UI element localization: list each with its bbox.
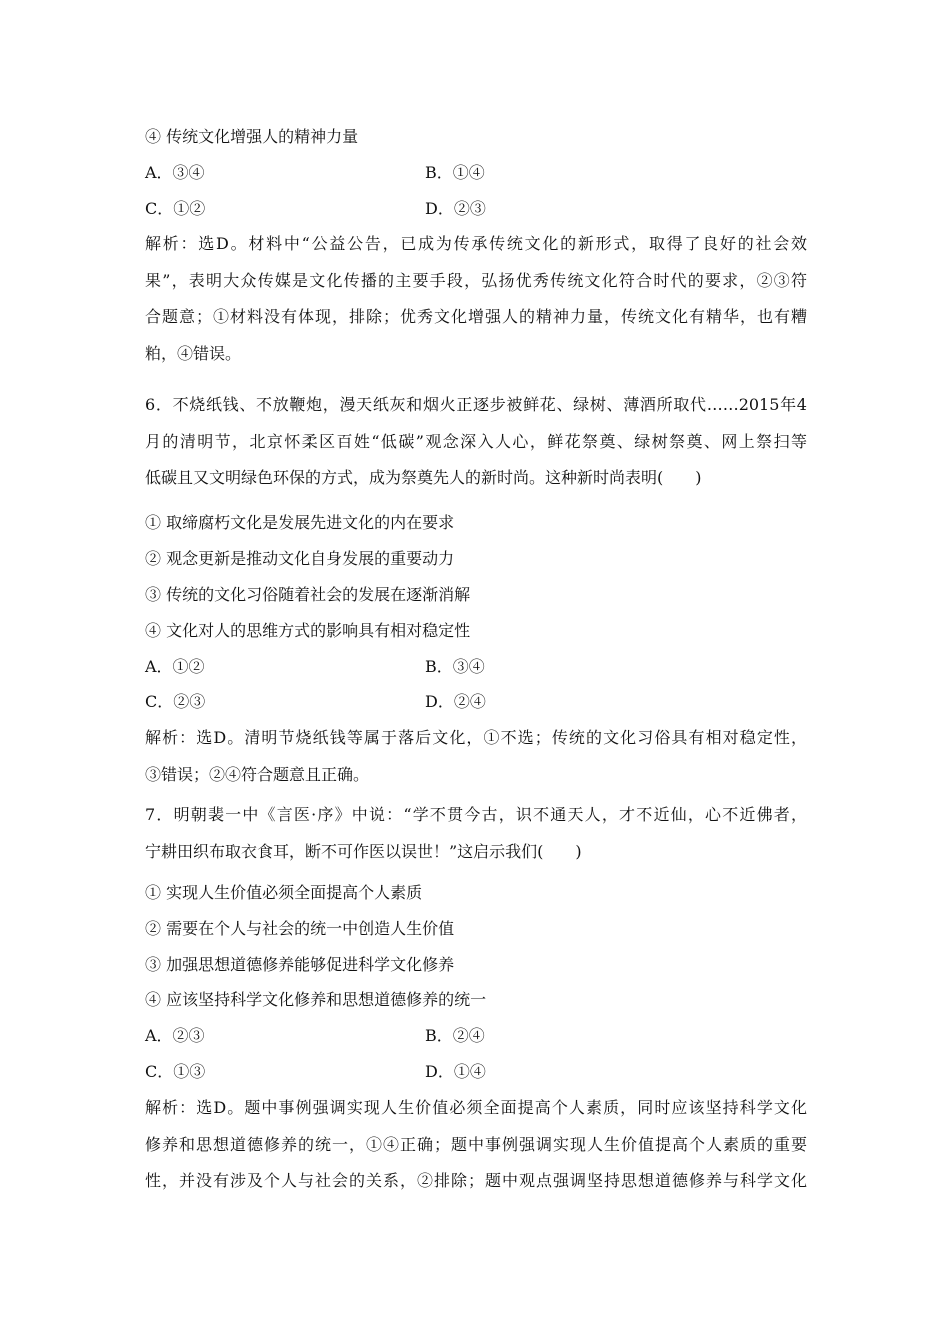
q6-analysis-line: 解析：选D。清明节烧纸钱等属于落后文化，①不选；传统的文化习俗具有相对稳定性， bbox=[145, 728, 807, 747]
q5-item-4: ④ 传统文化增强人的精神力量 bbox=[145, 127, 359, 146]
q5-option-b: B．①④ bbox=[425, 163, 485, 182]
q6-item-1: ① 取缔腐朽文化是发展先进文化的内在要求 bbox=[145, 513, 455, 532]
q6-analysis bbox=[145, 720, 807, 793]
q6-option-d: D．②④ bbox=[425, 692, 486, 711]
q5-option-d: D．②③ bbox=[425, 199, 486, 218]
q6-item-4: ④ 文化对人的思维方式的影响具有相对稳定性 bbox=[145, 621, 471, 640]
q6-stem bbox=[145, 387, 807, 497]
q6-option-a: A．①② bbox=[145, 657, 205, 676]
q6-item-3: ③ 传统的文化习俗随着社会的发展在逐渐消解 bbox=[145, 585, 471, 604]
q5-analysis-line: 果”，表明大众传媒是文化传播的主要手段，弘扬优秀传统文化符合时代的要求，②③符 bbox=[145, 270, 807, 290]
q7-item-4: ④ 应该坚持科学文化修养和思想道德修养的统一 bbox=[145, 990, 487, 1009]
q7-analysis-line: 解析：选D。题中事例强调实现人生价值必须全面提高个人素质，同时应该坚持科学文化 bbox=[145, 1098, 807, 1117]
q7-option-a: A．②③ bbox=[145, 1026, 205, 1045]
q7-option-c: C．①③ bbox=[145, 1062, 206, 1081]
q6-option-c: C．②③ bbox=[145, 692, 206, 711]
q7-item-2: ② 需要在个人与社会的统一中创造人生价值 bbox=[145, 919, 455, 938]
q5-analysis-line: 合题意；①材料没有体现，排除；优秀文化增强人的精神力量，传统文化有精华，也有糟 bbox=[145, 307, 807, 326]
q6-stem-line: 月的清明节，北京怀柔区百姓“低碳”观念深入人心，鲜花祭奠、绿树祭奠、网上祭扫等 bbox=[145, 431, 807, 451]
q7-stem bbox=[145, 797, 807, 870]
q5-option-c: C．①② bbox=[145, 199, 206, 218]
q7-stem-line: 7．明朝裴一中《言医·序》中说：“学不贯今古，识不通天人，才不近仙，心不近佛者， bbox=[145, 805, 807, 824]
q6-stem-line: 低碳且又文明绿色环保的方式，成为祭奠先人的新时尚。这种新时尚表明( ) bbox=[145, 468, 702, 487]
q5-option-a: A．③④ bbox=[145, 163, 205, 182]
q7-item-1: ① 实现人生价值必须全面提高个人素质 bbox=[145, 883, 423, 902]
q7-option-b: B．②④ bbox=[425, 1026, 485, 1045]
q7-option-d: D．①④ bbox=[425, 1062, 486, 1081]
q5-analysis-line: 解析：选D。材料中“公益公告，已成为传承传统文化的新形式，取得了良好的社会效 bbox=[145, 234, 807, 253]
q5-analysis bbox=[145, 226, 807, 372]
q7-analysis-line: 性，并没有涉及个人与社会的关系，②排除；题中观点强调坚持思想道德修养与科学文化 bbox=[145, 1171, 807, 1190]
q6-stem-line: 6．不烧纸钱、不放鞭炮，漫天纸灰和烟火正逐步被鲜花、绿树、薄酒所取代……2015年4 bbox=[145, 395, 807, 414]
q7-item-3: ③ 加强思想道德修养能够促进科学文化修养 bbox=[145, 955, 455, 974]
q6-option-b: B．③④ bbox=[425, 657, 485, 676]
q7-analysis-line: 修养和思想道德修养的统一，①④正确；题中事例强调实现人生价值提高个人素质的重要 bbox=[145, 1134, 807, 1154]
q7-analysis bbox=[145, 1090, 807, 1200]
q6-item-2: ② 观念更新是推动文化自身发展的重要动力 bbox=[145, 549, 455, 568]
q7-stem-line: 宁耕田织布取衣食耳，断不可作医以误世！”这启示我们( ) bbox=[145, 841, 582, 861]
q6-analysis-line: ③错误；②④符合题意且正确。 bbox=[145, 764, 370, 784]
q5-analysis-line: 粕，④错误。 bbox=[145, 343, 242, 363]
